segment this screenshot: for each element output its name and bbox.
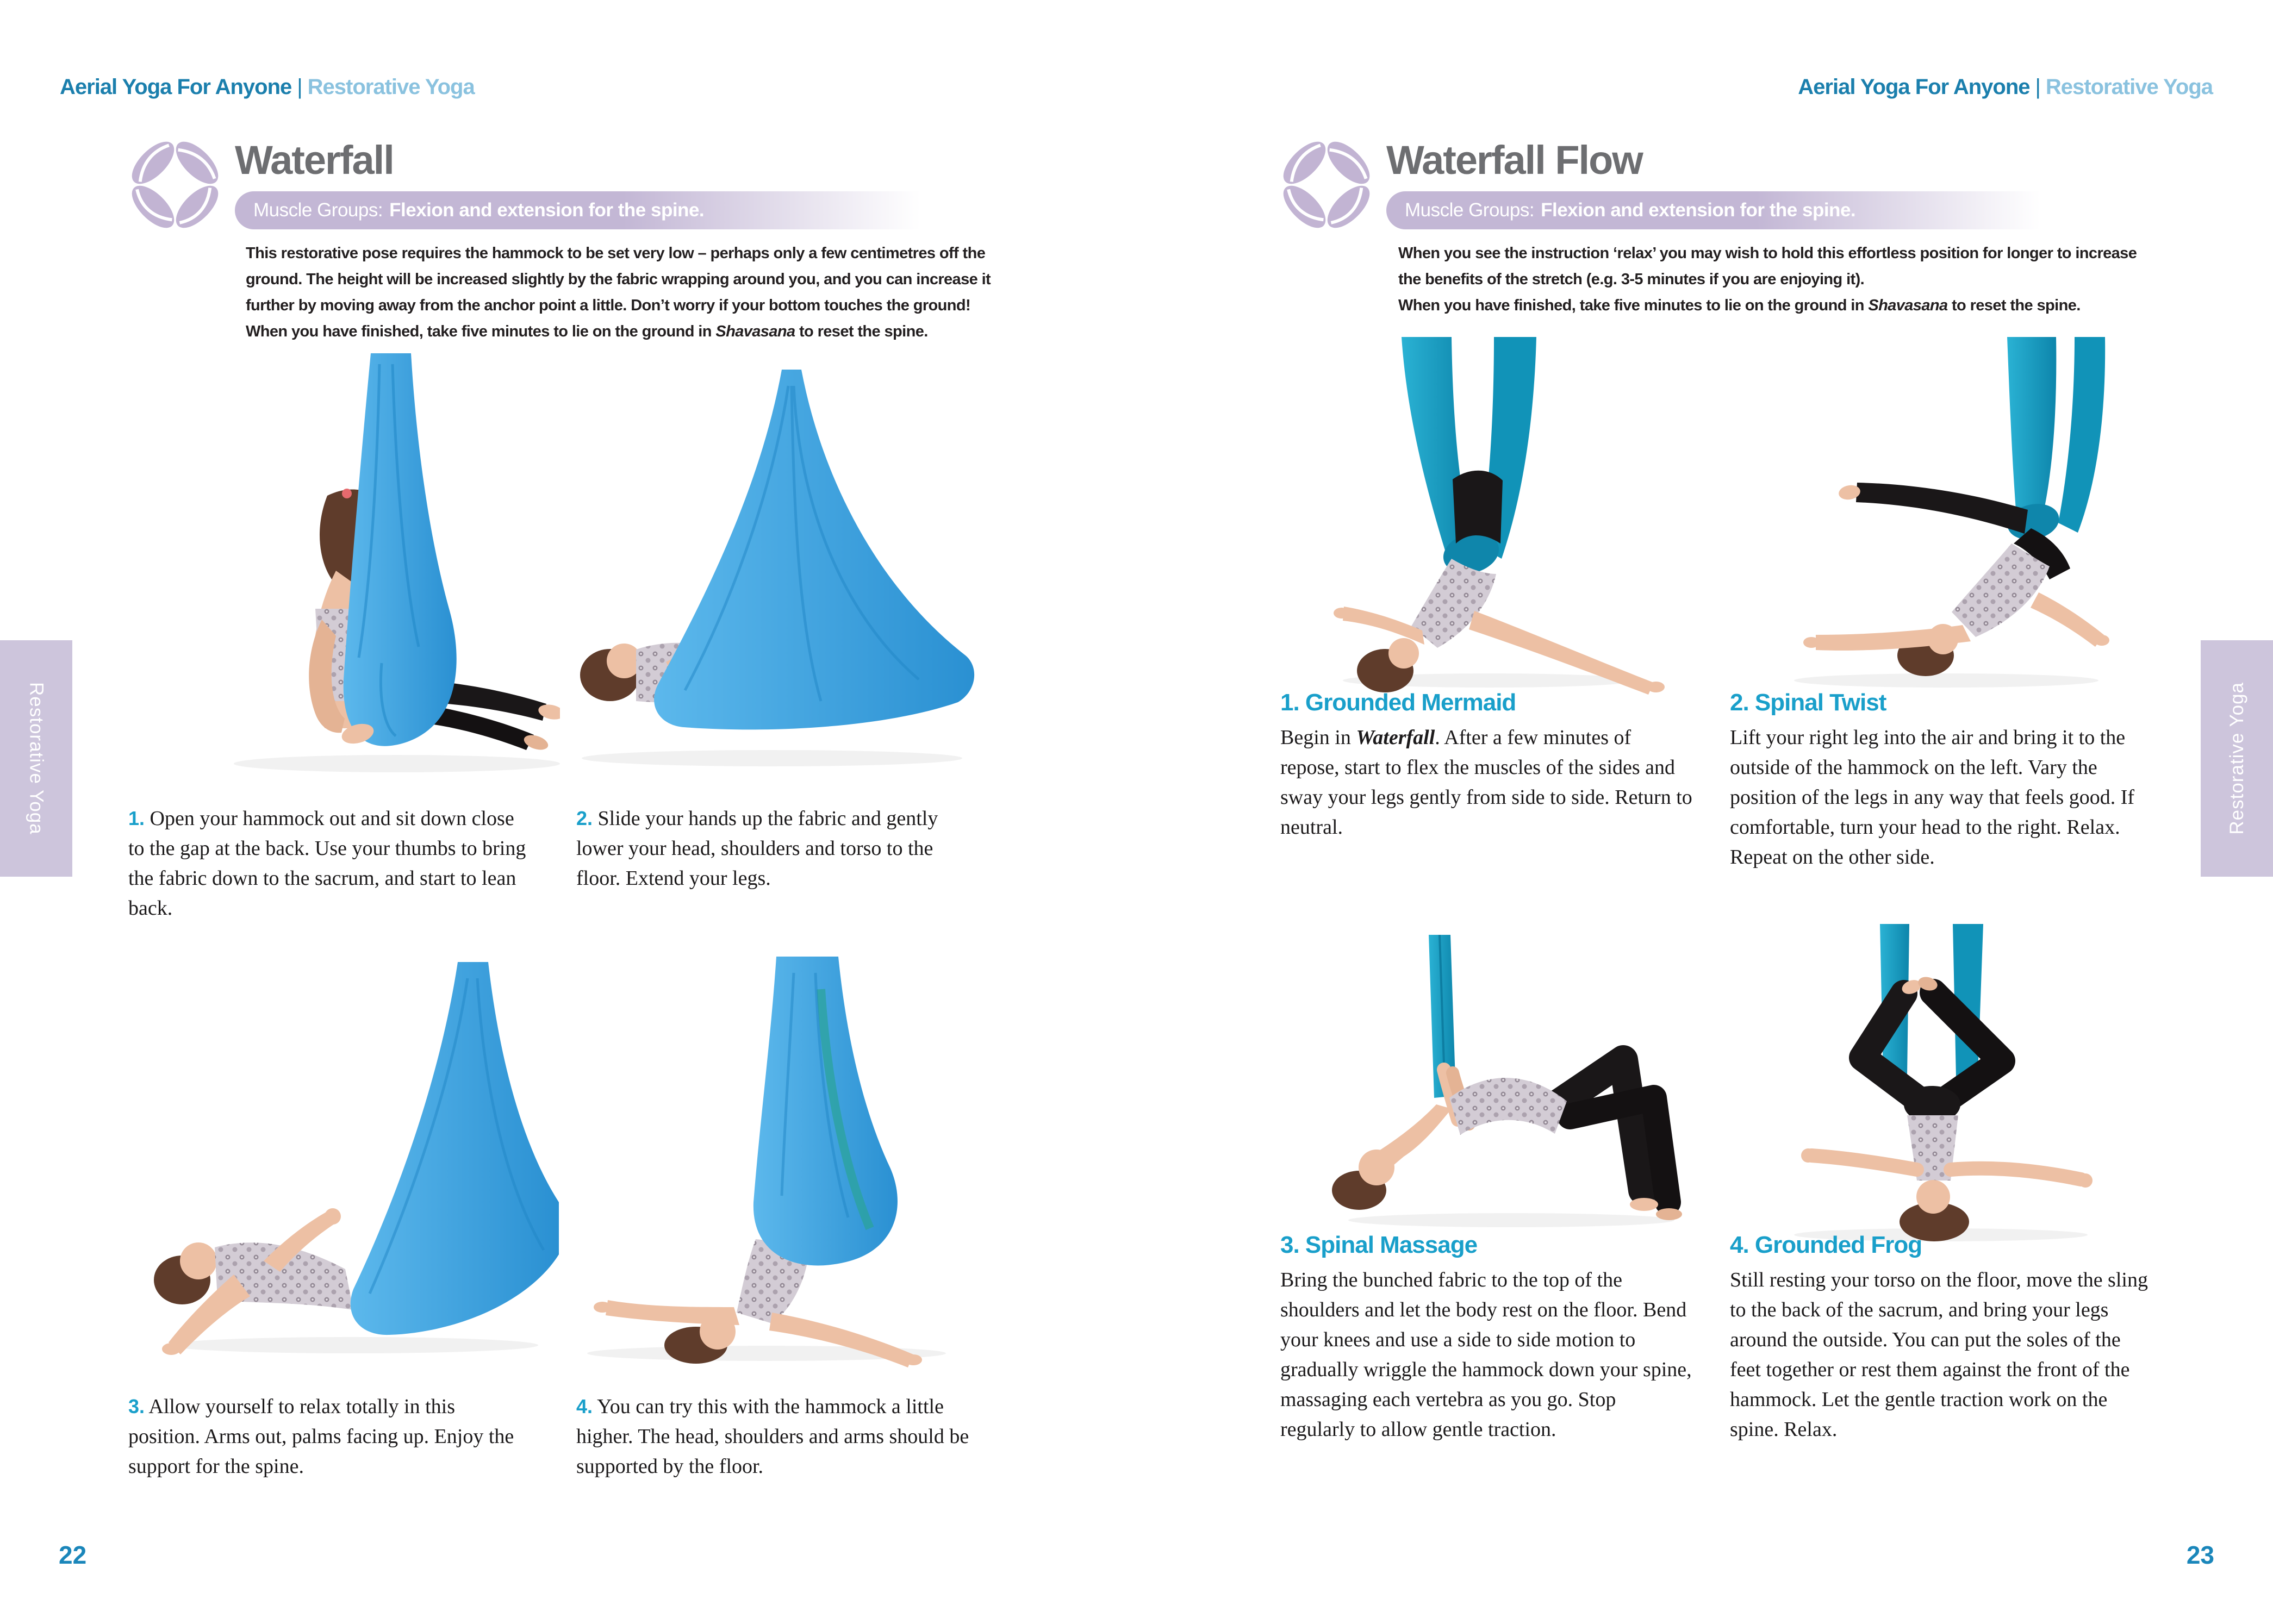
step-2-body: Slide your hands up the fabric and gently lower your head, shoulders and torso to the floor. Extend your legs.	[576, 807, 938, 890]
left-tab-label: Restorative Yoga	[26, 682, 47, 835]
st-post: Lift your right leg into the air and bring it to the outside of the hammock on the left. Vary the position of the legs in any way that feels good. If comfortable, turn your head to the right. Relax. Repeat on the other side.	[1730, 726, 2135, 869]
photo-step4-hammock-higher	[538, 957, 984, 1370]
lotus-flower-icon-right	[1281, 139, 1372, 230]
chapter-title-right: Restorative Yoga	[2045, 75, 2213, 99]
section-body-spinal-massage	[1280, 1265, 1693, 1445]
step-3-body: Allow yourself to relax totally in this position. Arms out, palms facing up. Enjoy the support for the spine.	[128, 1395, 514, 1478]
muscle-groups-label-right: Muscle Groups:	[1405, 199, 1535, 221]
pose-title-waterfall: Waterfall	[235, 138, 394, 183]
gm-post: . After a few minutes of repose, start to flex the muscles of the sides and sway your legs gently from side to side. Return to neutral.	[1280, 726, 1692, 839]
muscle-groups-value-right: Flexion and extension for the spine.	[1541, 199, 1856, 221]
step-1-number: 1.	[128, 807, 145, 829]
gm-pre: Begin in	[1280, 726, 1356, 749]
header-separator-right: |	[2035, 75, 2040, 99]
flow-outro-post: to reset the spine.	[1947, 297, 2081, 314]
step-2-number: 2.	[576, 807, 593, 829]
muscle-groups-bar-right	[1386, 191, 2060, 229]
photo-spinal-twist	[1756, 337, 2147, 696]
step-4-body: You can try this with the hammock a little higher. The head, shoulders and arms should be supported by the floor.	[576, 1395, 969, 1478]
step-3-number: 3.	[128, 1395, 145, 1417]
flow-outro-pre: When you have finished, take five minutes to lie on the ground in	[1398, 297, 1869, 314]
shavasana-term-right: Shavasana	[1868, 297, 1948, 314]
flow-intro-paragraph	[1398, 240, 2138, 318]
muscle-groups-value: Flexion and extension for the spine.	[389, 199, 705, 221]
page-number-22: 22	[59, 1541, 87, 1569]
step-2-text	[576, 803, 968, 894]
photo-step1-sit-into-hammock	[125, 353, 560, 788]
left-chapter-tab	[0, 640, 72, 877]
shavasana-term: Shavasana	[715, 323, 795, 340]
gf-post: Still resting your torso on the floor, move the sling to the back of the sacrum, and bring your legs around the outside. You can put the soles of the feet together or rest them against the front of the hammock. Let the gentle traction work on the spine. Relax.	[1730, 1269, 2148, 1441]
waterfall-term: Waterfall	[1356, 726, 1435, 749]
flow-intro-line2	[1398, 292, 2138, 318]
photo-spinal-massage	[1316, 935, 1702, 1239]
intro-text-end: to reset the spine.	[795, 323, 928, 340]
muscle-groups-label: Muscle Groups:	[253, 199, 383, 221]
chapter-title: Restorative Yoga	[307, 75, 475, 99]
section-heading-grounded-mermaid: 1. Grounded Mermaid	[1280, 689, 1516, 716]
sm-post: Bring the bunched fabric to the top of the shoulders and let the body rest on the floor. Bend your knees and use a side to side motion to gradually wriggle the hammock down your spine, massaging each vertebra as you go. Stop regularly to allow gentle traction.	[1280, 1269, 1692, 1441]
right-tab-label: Restorative Yoga	[2226, 682, 2247, 835]
intro-text: This restorative pose requires the hammock to be set very low – perhaps only a few centimetres off the ground. The height will be increased slightly by the fabric wrapping around you, and you can increase it further by moving away from the anchor point a little. Don’t worry if your bottom touches the ground! When you have finished, take five minutes to lie on the ground in	[246, 245, 991, 340]
step-4-number: 4.	[576, 1395, 593, 1417]
flow-intro-line1: When you see the instruction ‘relax’ you may wish to hold this effortless position for longer to increase the benefits of the stretch (e.g. 3-5 minutes if you are enjoying it).	[1398, 245, 2137, 288]
step-3-text	[128, 1391, 531, 1482]
photo-grounded-frog	[1761, 924, 2153, 1250]
right-running-header	[1798, 75, 2213, 99]
pose-intro-paragraph	[246, 240, 1001, 345]
book-title: Aerial Yoga For Anyone	[60, 75, 292, 99]
photo-grounded-mermaid	[1321, 337, 1702, 696]
section-heading-spinal-massage: 3. Spinal Massage	[1280, 1232, 1478, 1258]
left-running-header	[60, 75, 475, 99]
pose-title-waterfall-flow: Waterfall Flow	[1386, 138, 1642, 183]
step-1-body: Open your hammock out and sit down close to the gap at the back. Use your thumbs to bring the fabric down to the sacrum, and start to lean back.	[128, 807, 526, 920]
step-1-text	[128, 803, 531, 923]
header-separator: |	[297, 75, 302, 99]
section-heading-spinal-twist: 2. Spinal Twist	[1730, 689, 1886, 716]
lotus-flower-icon	[129, 139, 221, 230]
book-title-right: Aerial Yoga For Anyone	[1798, 75, 2030, 99]
right-chapter-tab	[2201, 640, 2273, 877]
photo-step3-relax-arms-out	[125, 957, 571, 1370]
section-body-grounded-mermaid	[1280, 723, 1693, 842]
step-4-text	[576, 1391, 973, 1482]
photo-step2-lower-torso	[538, 353, 984, 788]
muscle-groups-bar	[235, 191, 942, 229]
section-body-spinal-twist	[1730, 723, 2143, 872]
section-heading-grounded-frog: 4. Grounded Frog	[1730, 1232, 1922, 1258]
section-body-grounded-frog	[1730, 1265, 2149, 1445]
page-number-23: 23	[2186, 1541, 2214, 1569]
